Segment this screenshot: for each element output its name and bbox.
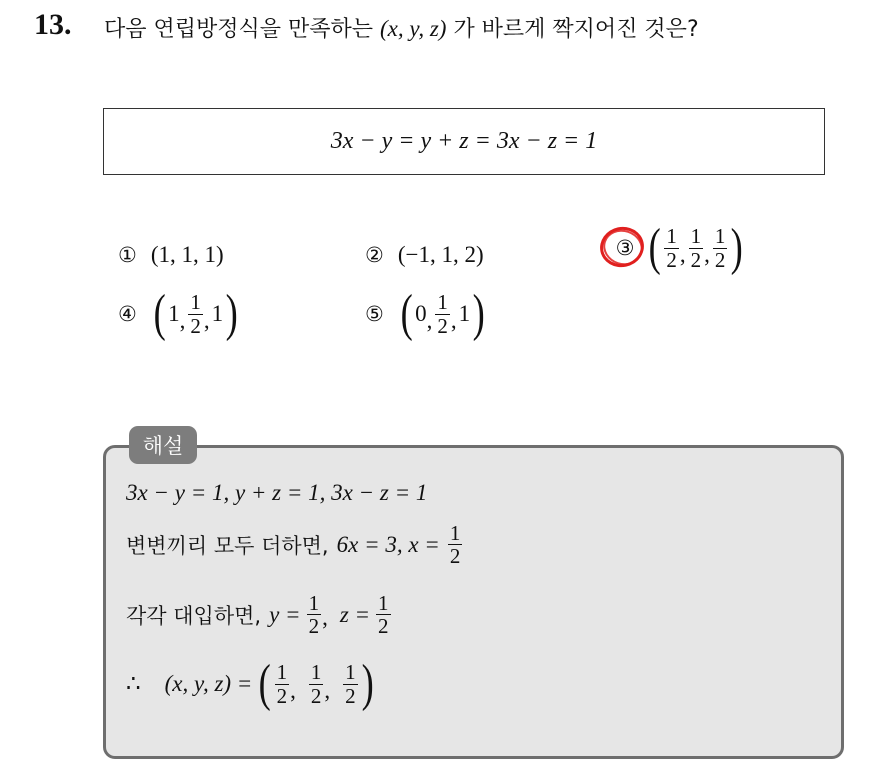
fraction: $\frac{1}{2}$ <box>190 290 201 338</box>
question-variables: (x, y, z) <box>380 16 447 41</box>
fraction: $\frac{1}{2}$ <box>345 660 356 708</box>
choice-term: 0 <box>415 301 427 326</box>
choice-number: ② <box>365 243 384 267</box>
question-text-before: 다음 연립방정식을 만족하는 <box>104 17 374 42</box>
fraction: $\frac{1}{2}$ <box>378 591 389 639</box>
solution-tag: 해설 <box>129 426 197 464</box>
right-paren: ) <box>472 285 485 342</box>
fraction: $\frac{1}{2}$ <box>308 591 320 639</box>
solution-text: 변변끼리 모두 더하면, <box>126 533 329 558</box>
right-paren: ) <box>361 655 374 712</box>
choice-number: ⑤ <box>365 302 384 326</box>
fraction: $\frac{1}{2}$ <box>276 660 288 708</box>
left-paren: ( <box>153 285 166 342</box>
choice-value: (−1, 1, 2) <box>397 242 484 267</box>
solution-math: y = <box>269 601 301 627</box>
choice-number: ① <box>118 243 137 267</box>
answer-circle-mark <box>599 225 648 271</box>
therefore-symbol: ∴ <box>126 671 141 696</box>
right-paren: ) <box>225 285 238 342</box>
question-number: 13. <box>34 8 72 41</box>
solution-math: 6x = 3, x = <box>336 531 440 557</box>
solution-text: 각각 대입하면, <box>126 603 262 628</box>
choice-value: (1, 1, 1) <box>150 242 224 267</box>
solution-line-4: ∴ (x, y, z) = ( $\frac{1}{2}$ , $\frac{1}{2}$ , $\frac{1}{2}$ ) <box>126 655 374 712</box>
left-paren: ( <box>400 285 413 342</box>
left-paren: ( <box>258 655 272 712</box>
choice-term: 1 <box>458 301 471 326</box>
choice-number: ③ <box>610 236 640 260</box>
choice-5[interactable]: ⑤ ( 0 , $\frac{1}{2}$ , 1 ) <box>365 285 485 342</box>
fraction: $\frac{1}{2}$ <box>690 224 702 272</box>
left-paren: ( <box>648 219 661 276</box>
choice-number: ④ <box>118 302 137 326</box>
solution-line-2 <box>126 522 463 567</box>
fraction: $\frac{1}{2}$ <box>666 224 677 272</box>
equation-box <box>103 108 825 175</box>
solution-line-3: 각각 대입하면, y = $\frac{1}{2}$ , z = $\frac{1}{2}$ <box>126 591 389 639</box>
fraction: $\frac{1}{2}$ <box>310 660 322 708</box>
right-paren: ) <box>730 219 744 276</box>
question-text-after: 가 바르게 짝지어진 것은? <box>453 17 699 42</box>
choice-4[interactable]: ④ ( 1 , $\frac{1}{2}$ , 1 ) <box>118 285 238 342</box>
question-text <box>104 12 699 43</box>
choice-3[interactable]: ③ ( $\frac{1}{2}$ , $\frac{1}{2}$ , $\frac{1}{2}$ ) <box>610 222 746 274</box>
solution-math: z = <box>339 601 371 627</box>
fraction: $\frac{1}{2}$ <box>437 290 448 338</box>
solution-line-1: 3x − y = 1, y + z = 1, 3x − z = 1 <box>126 480 428 505</box>
choice-2[interactable] <box>365 242 484 268</box>
fraction: $\frac{1}{2}$ <box>714 224 726 272</box>
equation-text: 3x − y = y + z = 3x − z = 1 <box>330 128 598 154</box>
fraction: $\frac{1}{2}$ <box>449 521 461 569</box>
choice-term: 1 <box>168 301 180 326</box>
choice-term: 1 <box>211 301 224 326</box>
solution-math: (x, y, z) = <box>164 671 253 696</box>
choice-1[interactable] <box>118 242 224 268</box>
